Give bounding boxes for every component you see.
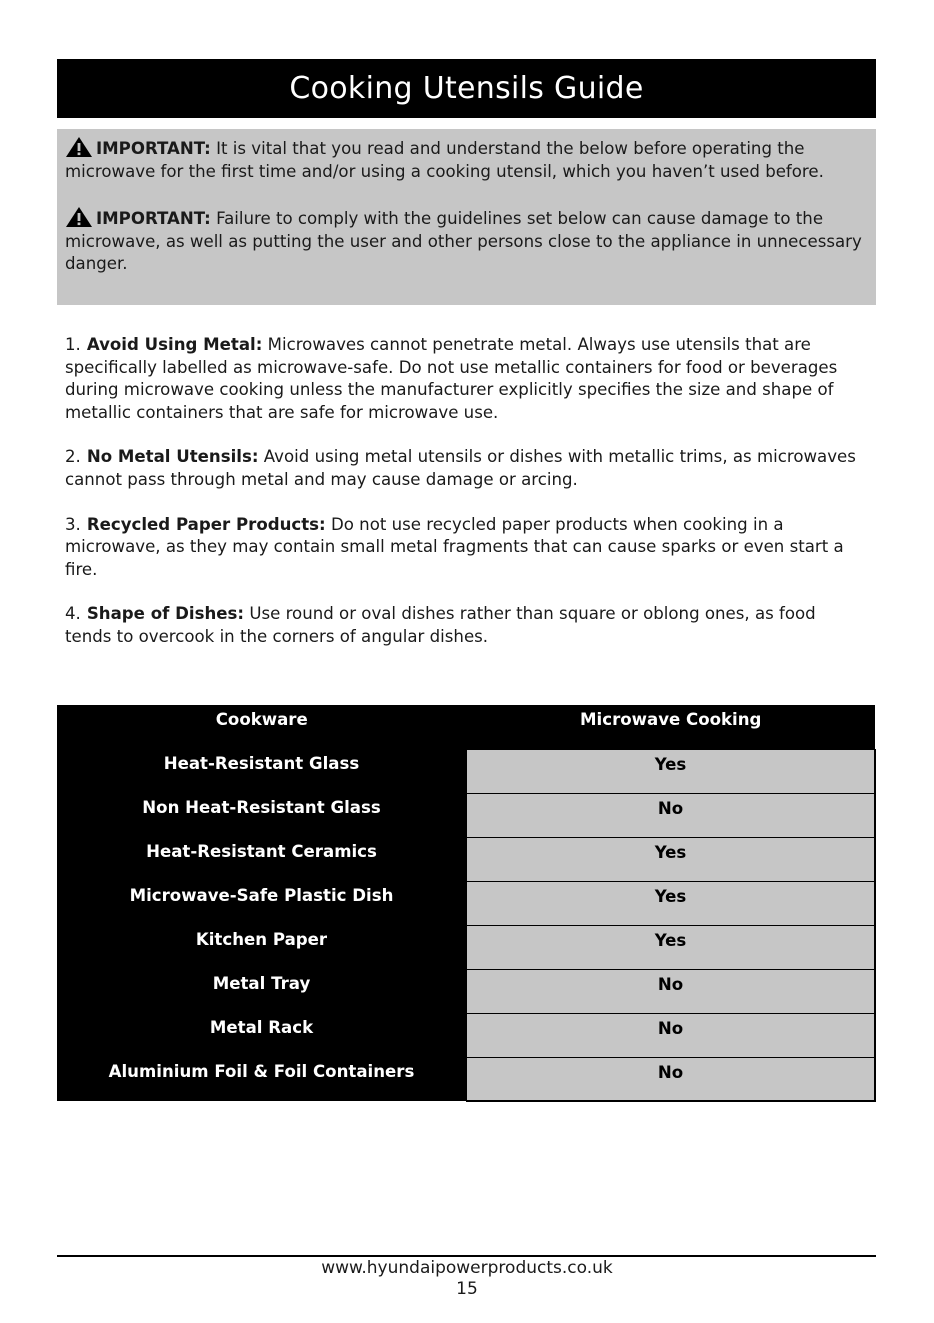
microwave-cooking-cell: No [467, 969, 876, 1013]
cookware-cell: Metal Tray [57, 969, 467, 1013]
guideline-number: 1. [65, 335, 81, 354]
warning-triangle-icon [65, 206, 93, 228]
microwave-cooking-cell: Yes [467, 837, 876, 881]
guideline-text: Do not use recycled paper products when cooking in a microwave, as they may contain small metal fragments that can cause sparks or even start a fire. [65, 514, 844, 579]
guideline-item [65, 446, 865, 491]
cookware-cell: Heat-Resistant Ceramics [57, 837, 467, 881]
guideline-label: Recycled Paper Products: [86, 514, 326, 534]
cookware-table [57, 705, 876, 1102]
page-title: Cooking Utensils Guide [57, 59, 876, 118]
guideline-label: No Metal Utensils: [86, 447, 259, 467]
guideline-label: Avoid Using Metal: [86, 335, 263, 354]
footer-url: www.hyundaipowerproducts.co.uk [321, 1258, 613, 1278]
microwave-cooking-cell: No [467, 1057, 876, 1101]
cookware-cell: Microwave-Safe Plastic Dish [57, 881, 467, 925]
warning-paragraph [65, 206, 862, 276]
guideline-label: Shape of Dishes: [86, 604, 245, 624]
table-row [57, 881, 875, 925]
guideline-text: Use round or oval dishes rather than square or oblong ones, as food tends to overcook in the corners of angular dishes. [65, 604, 816, 646]
guideline-text: Avoid using metal utensils or dishes with metallic trims, as microwaves cannot pass through metal and may cause damage or arcing. [65, 447, 856, 489]
table-header-row [57, 705, 875, 749]
cookware-cell: Aluminium Foil & Foil Containers [57, 1057, 467, 1101]
warning-triangle-icon [65, 136, 93, 158]
guideline-item [65, 514, 865, 582]
table-row [57, 1013, 875, 1057]
table-row [57, 1057, 875, 1101]
guideline-text: Microwaves cannot penetrate metal. Always use utensils that are specifically labelled as microwave-safe. Do not use metallic containers for food or beverages during microwave cooking unless the manufacturer explicitly specifies the size and shape of metallic containers that are safe for microwave use. [65, 335, 838, 422]
important-notice-box [57, 129, 876, 305]
table-row [57, 837, 875, 881]
warning-text: Failure to comply with the guidelines set below can cause damage to the microwave, as well as putting the user and other persons close to the appliance in unnecessary danger. [65, 209, 862, 273]
microwave-cooking-cell: Yes [467, 925, 876, 969]
column-header-microwave-cooking: Microwave Cooking [467, 705, 876, 749]
page-number: 15 [456, 1279, 478, 1299]
column-header-cookware: Cookware [57, 705, 467, 749]
cookware-cell: Heat-Resistant Glass [57, 749, 467, 793]
table-row [57, 793, 875, 837]
cookware-cell: Non Heat-Resistant Glass [57, 793, 467, 837]
microwave-cooking-cell: No [467, 1013, 876, 1057]
warning-text: It is vital that you read and understand the below before operating the microwave for the first time and/or using a cooking utensil, which you haven’t used before. [65, 139, 824, 181]
cookware-cell: Metal Rack [57, 1013, 467, 1057]
guideline-number: 2. [65, 447, 81, 467]
guideline-number: 4. [65, 604, 81, 624]
table-row [57, 969, 875, 1013]
warning-label: IMPORTANT: [96, 209, 211, 228]
microwave-cooking-cell: Yes [467, 881, 876, 925]
warning-label: IMPORTANT: [96, 139, 211, 158]
warning-paragraph [65, 136, 862, 183]
table-row [57, 749, 875, 793]
microwave-cooking-cell: No [467, 793, 876, 837]
footer-divider [57, 1255, 876, 1257]
table-row [57, 925, 875, 969]
microwave-cooking-cell: Yes [467, 749, 876, 793]
guideline-item [65, 603, 865, 648]
guidelines-list [65, 334, 865, 671]
guideline-number: 3. [65, 514, 81, 534]
cookware-cell: Kitchen Paper [57, 925, 467, 969]
guideline-item [65, 334, 865, 424]
